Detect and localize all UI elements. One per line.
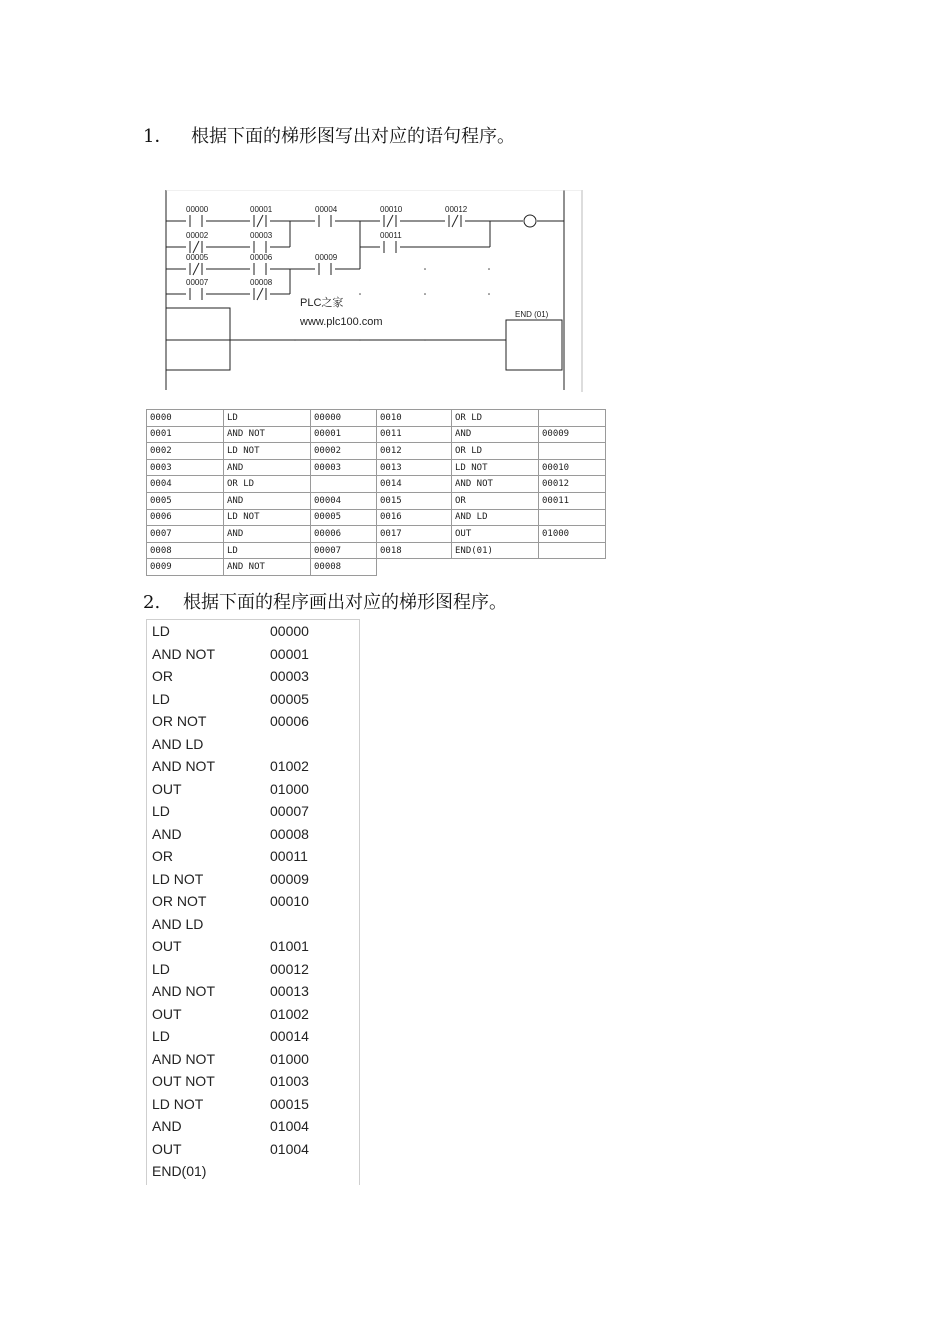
instruction-cell: AND (224, 459, 311, 476)
program-line (152, 980, 309, 1003)
empty-cell (539, 559, 606, 576)
instruction-mnemonic: LD (152, 690, 170, 707)
instruction-operand: 01001 (270, 938, 309, 954)
instruction-mnemonic: LD (152, 803, 170, 819)
contact-label: 00012 (445, 205, 468, 214)
instruction-cell: AND (224, 526, 311, 543)
program-line (152, 1138, 309, 1161)
operand-cell (539, 542, 606, 559)
contact-label: 00005 (186, 253, 209, 262)
contact-label: 00004 (315, 205, 338, 214)
watermark-name: PLC之家 (300, 297, 344, 309)
contact-label: 00008 (250, 278, 273, 287)
table-row (147, 476, 606, 493)
step-cell: 0012 (377, 443, 452, 460)
instruction-operand: 00011 (270, 848, 308, 864)
table-row (147, 443, 606, 460)
contact-label: 00002 (186, 231, 209, 240)
instruction-operand: 01002 (270, 1005, 309, 1022)
program-line (152, 935, 309, 958)
instruction-operand: 01004 (270, 1118, 309, 1134)
contact-label: 00009 (315, 253, 338, 262)
program-line (152, 733, 270, 756)
instruction-operand: 00008 (270, 825, 309, 842)
instruction-operand: 00013 (270, 983, 309, 999)
program-line (152, 845, 308, 868)
instruction-mnemonic: AND (152, 1118, 182, 1134)
question-1-number: 1． (143, 126, 173, 147)
watermark-url: www.plc100.com (300, 316, 383, 328)
operand-cell (539, 443, 606, 460)
instruction-mnemonic: AND NOT (152, 983, 215, 999)
instruction-operand: 00012 (270, 960, 309, 977)
program-line (152, 755, 309, 778)
contact-label: 00010 (380, 205, 403, 214)
instruction-operand: 01002 (270, 758, 309, 774)
empty-cell (452, 559, 539, 576)
program-line (152, 710, 309, 733)
program-line (152, 1093, 309, 1116)
contact-label: 00007 (186, 278, 209, 287)
operand-cell: 00009 (539, 426, 606, 443)
step-cell: 0017 (377, 526, 452, 543)
operand-cell: 00000 (311, 410, 377, 427)
question-1-text: 根据下面的梯形图写出对应的语句程序。 (191, 126, 515, 147)
instruction-operand: 01000 (270, 780, 309, 797)
instruction-mnemonic: OUT (152, 780, 182, 797)
question-2-text: 根据下面的程序画出对应的梯形图程序。 (183, 592, 507, 613)
instruction-cell: OR LD (452, 443, 539, 460)
instruction-table (146, 409, 606, 576)
operand-cell: 00003 (311, 459, 377, 476)
operand-cell: 00007 (311, 542, 377, 559)
step-cell: 0009 (147, 559, 224, 576)
contact-label: 00003 (250, 231, 273, 240)
instruction-mnemonic: LD NOT (152, 1095, 204, 1112)
step-cell: 0005 (147, 492, 224, 509)
instruction-operand: 00006 (270, 713, 309, 729)
instruction-cell: AND NOT (224, 559, 311, 576)
contact-label: 00011 (380, 231, 402, 240)
program-line (152, 1025, 309, 1048)
table-row (147, 509, 606, 526)
step-cell: 0013 (377, 459, 452, 476)
ladder-diagram-svg (160, 190, 584, 392)
operand-cell: 00012 (539, 476, 606, 493)
ladder-diagram (160, 190, 584, 392)
instruction-operand: 01004 (270, 1140, 309, 1157)
step-cell: 0003 (147, 459, 224, 476)
end-block-label: END (01) (515, 310, 549, 319)
program-line (152, 890, 309, 913)
instruction-mnemonic: OR (152, 848, 173, 864)
instruction-mnemonic: OR (152, 668, 173, 684)
instruction-mnemonic: OUT (152, 1140, 182, 1157)
instruction-mnemonic: AND NOT (152, 645, 215, 662)
operand-cell: 00005 (311, 509, 377, 526)
instruction-cell: OR (452, 492, 539, 509)
instruction-operand: 00000 (270, 623, 309, 639)
question-2-heading (143, 588, 507, 614)
instruction-operand: 00003 (270, 668, 309, 684)
step-cell: 0008 (147, 542, 224, 559)
instruction-cell: AND NOT (452, 476, 539, 493)
step-cell: 0016 (377, 509, 452, 526)
instruction-mnemonic: OR NOT (152, 713, 207, 729)
program-line (152, 958, 309, 981)
step-cell: 0011 (377, 426, 452, 443)
instruction-operand: 00009 (270, 870, 309, 887)
instruction-cell: OR LD (224, 476, 311, 493)
step-cell: 0015 (377, 492, 452, 509)
instruction-mnemonic: END(01) (152, 1163, 207, 1179)
step-cell: 0010 (377, 410, 452, 427)
instruction-mnemonic: LD NOT (152, 870, 204, 887)
instruction-operand: 00001 (270, 645, 309, 662)
instruction-cell: AND NOT (224, 426, 311, 443)
empty-cell (377, 559, 452, 576)
instruction-cell: LD (224, 410, 311, 427)
table-row (147, 526, 606, 543)
step-cell: 0006 (147, 509, 224, 526)
program-listing (146, 619, 360, 1185)
program-line (152, 1115, 309, 1138)
instruction-mnemonic: LD (152, 1028, 170, 1044)
instruction-mnemonic: AND NOT (152, 758, 215, 774)
table-row (147, 426, 606, 443)
program-line (152, 800, 309, 823)
instruction-mnemonic: AND LD (152, 915, 204, 932)
instruction-mnemonic: OUT (152, 938, 182, 954)
instruction-cell: LD NOT (452, 459, 539, 476)
instruction-cell: LD NOT (224, 443, 311, 460)
operand-cell: 00004 (311, 492, 377, 509)
operand-cell: 00001 (311, 426, 377, 443)
operand-cell: 00008 (311, 559, 377, 576)
instruction-cell: AND (224, 492, 311, 509)
instruction-mnemonic: OUT NOT (152, 1073, 215, 1089)
instruction-mnemonic: AND (152, 825, 182, 842)
instruction-operand: 01003 (270, 1073, 309, 1089)
instruction-cell: OR LD (452, 410, 539, 427)
program-line (152, 913, 270, 936)
table-row (147, 492, 606, 509)
step-cell: 0018 (377, 542, 452, 559)
program-line (152, 1048, 309, 1071)
program-line (152, 1070, 309, 1093)
operand-cell: 00011 (539, 492, 606, 509)
step-cell: 0001 (147, 426, 224, 443)
question-1-heading (143, 122, 515, 148)
operand-cell: 01000 (539, 526, 606, 543)
operand-cell (311, 476, 377, 493)
program-line (152, 1160, 270, 1183)
step-cell: 0000 (147, 410, 224, 427)
contact-label: 00001 (250, 205, 273, 214)
instruction-cell: AND (452, 426, 539, 443)
instruction-mnemonic: LD (152, 623, 170, 639)
instruction-cell: END(01) (452, 542, 539, 559)
instruction-mnemonic: LD (152, 960, 170, 977)
instruction-cell: OUT (452, 526, 539, 543)
step-cell: 0007 (147, 526, 224, 543)
operand-cell (539, 509, 606, 526)
instruction-operand: 00005 (270, 690, 309, 707)
program-line (152, 688, 309, 711)
step-cell: 0014 (377, 476, 452, 493)
question-2-number: 2. (143, 592, 161, 613)
instruction-mnemonic: OR NOT (152, 893, 207, 909)
instruction-mnemonic: AND NOT (152, 1050, 215, 1067)
step-cell: 0004 (147, 476, 224, 493)
instruction-operand: 01000 (270, 1050, 309, 1067)
program-line (152, 823, 309, 846)
instruction-operand: 00015 (270, 1095, 309, 1112)
instruction-operand: 00007 (270, 803, 309, 819)
table-row (147, 459, 606, 476)
step-cell: 0002 (147, 443, 224, 460)
program-line (152, 1003, 309, 1026)
program-line (152, 620, 309, 643)
operand-cell: 00010 (539, 459, 606, 476)
table-row (147, 559, 606, 576)
program-line (152, 665, 309, 688)
program-line (152, 868, 309, 891)
table-row (147, 542, 606, 559)
instruction-cell: LD NOT (224, 509, 311, 526)
operand-cell (539, 410, 606, 427)
instruction-operand: 00010 (270, 893, 309, 909)
instruction-mnemonic: AND LD (152, 735, 204, 752)
table-row (147, 410, 606, 427)
program-line (152, 778, 309, 801)
instruction-cell: AND LD (452, 509, 539, 526)
contact-label: 00000 (186, 205, 209, 214)
program-line (152, 643, 309, 666)
contact-label: 00006 (250, 253, 273, 262)
instruction-cell: LD (224, 542, 311, 559)
operand-cell: 00006 (311, 526, 377, 543)
operand-cell: 00002 (311, 443, 377, 460)
instruction-mnemonic: OUT (152, 1005, 182, 1022)
instruction-operand: 00014 (270, 1028, 309, 1044)
